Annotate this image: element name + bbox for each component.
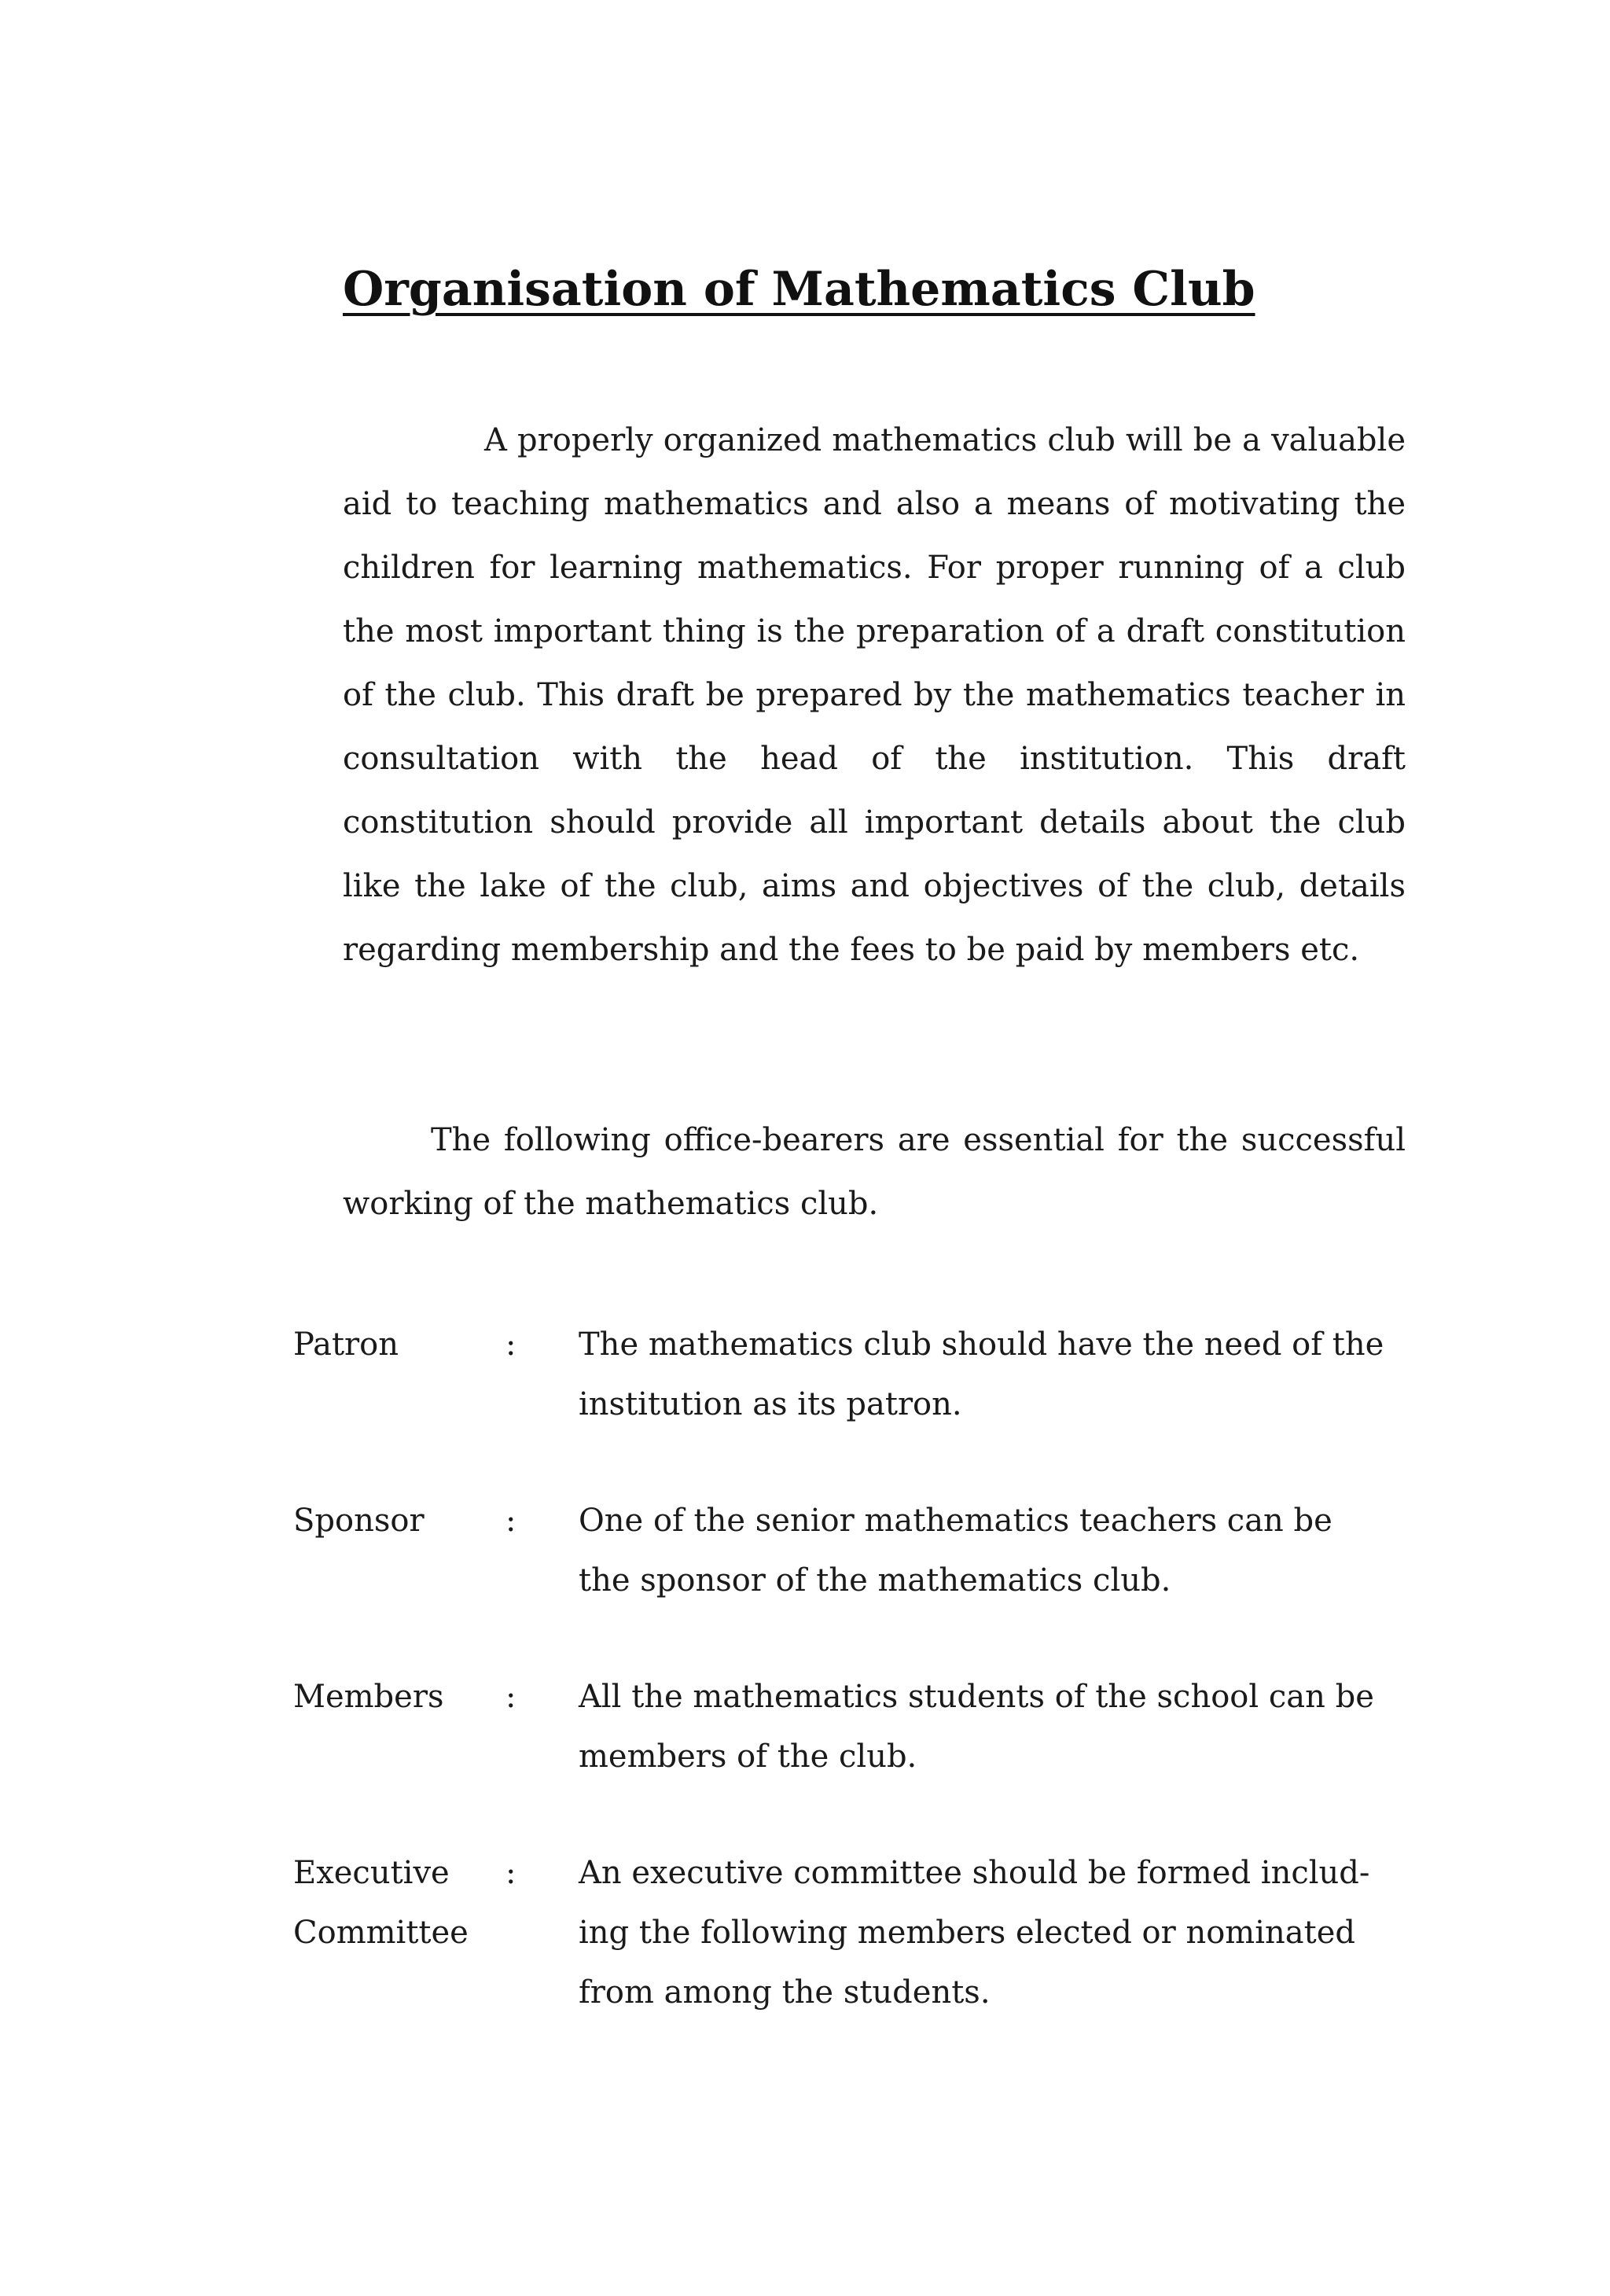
role-description-line: members of the club.	[579, 1739, 917, 1775]
role-description-line: The mathematics club should have the need of the	[579, 1326, 1384, 1363]
role-description-line: ing the following members elected or nominated	[579, 1915, 1355, 1951]
role-description	[579, 1491, 1410, 1610]
role-label-line: Committee	[293, 1915, 469, 1951]
role-label-line: Members	[293, 1679, 444, 1715]
office-bearers-list	[293, 1315, 1410, 2079]
office-bearer-sponsor	[293, 1491, 1410, 1610]
role-description-line: institution as its patron.	[579, 1386, 962, 1422]
role-description	[579, 1315, 1410, 1434]
role-description	[579, 1667, 1410, 1786]
role-separator: :	[505, 1855, 516, 1891]
office-bearers-intro-paragraph: The following office-bearers are essential for the successful working of the mathematics club.	[343, 1122, 1406, 1222]
role-label-line: Executive	[293, 1855, 450, 1891]
role-description-line: from among the students.	[579, 1974, 991, 2011]
role-description-line: the sponsor of the mathematics club.	[579, 1562, 1171, 1599]
role-separator: :	[505, 1503, 516, 1539]
role-separator: :	[505, 1326, 516, 1363]
role-description	[579, 1843, 1410, 2022]
intro-paragraph: A properly organized mathematics club will be a valuable aid to teaching mathematics and also a means of motivating the children for learning mathematics. For proper running of a club the most important thing is the preparation of a draft constitution of the club. This draft be prepared by the mathematics teacher in consultation with the head of the institution. This draft constitution should provide all important details about the club like the lake of the club, aims and objectives of the club, details regarding membership and the fees to be paid by members etc.	[343, 422, 1406, 968]
role-label-line: Sponsor	[293, 1503, 425, 1539]
office-bearer-executive-committee	[293, 1843, 1410, 2022]
page-title: Organisation of Mathematics Club	[343, 262, 1255, 317]
role-label	[293, 1667, 505, 1727]
role-description-line: One of the senior mathematics teachers can be	[579, 1503, 1332, 1539]
role-label	[293, 1315, 505, 1374]
role-separator: :	[505, 1679, 516, 1715]
office-bearer-patron	[293, 1315, 1410, 1434]
role-label	[293, 1491, 505, 1551]
office-bearer-members	[293, 1667, 1410, 1786]
role-description-line: All the mathematics students of the school can be	[579, 1679, 1374, 1715]
role-description-line: An executive committee should be formed includ-	[579, 1855, 1370, 1891]
role-label	[293, 1843, 505, 1963]
role-label-line: Patron	[293, 1326, 399, 1363]
